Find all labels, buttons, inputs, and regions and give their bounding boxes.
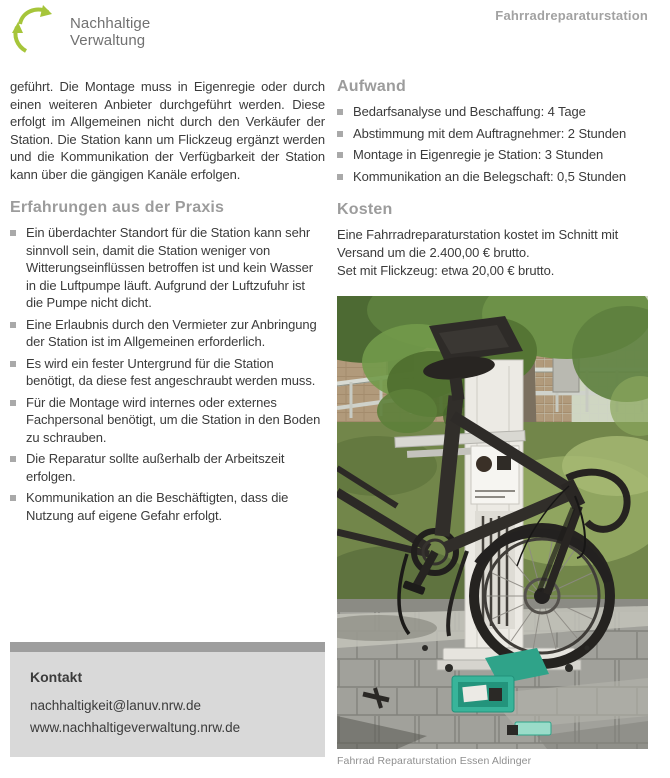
- list-item: [337, 146, 648, 164]
- list-item-text: Abstimmung mit dem Auftragnehmer: 2 Stunden: [353, 125, 627, 141]
- photo-caption: Fahrrad Reparaturstation Essen Aldinger: [337, 755, 532, 767]
- photo: [337, 296, 648, 767]
- page-title: Fahrradreparaturstation: [495, 8, 648, 23]
- bullet-icon: [10, 230, 16, 236]
- list-item: [337, 125, 648, 143]
- intro-paragraph: geführt. Die Montage muss in Eigenregie oder durch einen weiteren Anbieter durchgeführt werden. Diese erfolgt im Allgemeinen nicht durch den Verkäufer der Station. Die Station kann um Flickzeug ergänzt werden und die Kommunikation der Verfügbarkeit der Station kann über die gängigen Kanäle erfolgen.: [10, 79, 325, 182]
- page-header: [0, 0, 670, 78]
- list-item-text: Kommunikation an die Belegschaft: 0,5 Stunden: [353, 168, 627, 184]
- kosten-text-2: Set mit Flickzeug: etwa 20,00 € brutto.: [337, 263, 555, 278]
- kontakt-top-bar: [10, 642, 325, 652]
- list-item-text: Es wird ein fester Untergrund für die Station benötigt, da diese fest angeschraubt werden muss.: [26, 355, 316, 388]
- aufwand-heading: Aufwand: [337, 78, 406, 95]
- bullet-icon: [337, 131, 343, 137]
- logo-text: [70, 15, 150, 49]
- experiences-list: [10, 224, 325, 528]
- kosten-heading: Kosten: [337, 201, 393, 218]
- station-photo-illustration: [337, 296, 648, 749]
- list-item-text: Ein überdachter Standort für die Station kann sehr sinnvoll sein, damit die Station weniger von Witterungseinflüssen betroffen ist und kein Wasser in die Luftpumpe läuft. Aufgrund der Luftzufuhr ist die Pumpe nicht dicht.: [26, 225, 313, 310]
- list-item: [337, 168, 648, 186]
- list-item: [10, 450, 325, 485]
- right-column: [337, 78, 648, 767]
- list-item: [10, 394, 325, 447]
- kontakt-box: [10, 652, 325, 757]
- logo-line-2: Verwaltung: [70, 31, 146, 49]
- bullet-icon: [337, 174, 343, 180]
- logo: [10, 2, 150, 61]
- recycle-arrows-icon: [10, 2, 66, 61]
- kontakt-website: www.nachhaltigeverwaltung.nrw.de: [30, 720, 241, 735]
- list-item: [10, 224, 325, 312]
- content-columns: [0, 78, 670, 767]
- bullet-icon: [337, 152, 343, 158]
- experiences-heading: Erfahrungen aus der Praxis: [10, 199, 225, 216]
- bullet-icon: [10, 400, 16, 406]
- kontakt-section: [10, 642, 325, 757]
- bullet-icon: [10, 495, 16, 501]
- list-item: [337, 103, 648, 121]
- bullet-icon: [337, 109, 343, 115]
- kosten-text-1: Eine Fahrradreparaturstation kostet im Schnitt mit Versand um die 2.400,00 € brutto.: [337, 227, 619, 260]
- list-item-text: Für die Montage wird internes oder externes Fachpersonal benötigt, um die Station in den Boden zu schrauben.: [26, 394, 321, 445]
- list-item: [10, 489, 325, 524]
- list-item-text: Die Reparatur sollte außerhalb der Arbeitszeit erfolgen.: [26, 451, 285, 484]
- list-item: [10, 316, 325, 351]
- list-item-text: Bedarfsanalyse und Beschaffung: 4 Tage: [353, 104, 586, 119]
- bullet-icon: [10, 322, 16, 328]
- left-column: [10, 78, 325, 757]
- list-item-text: Montage in Eigenregie je Station: 3 Stunden: [353, 147, 604, 162]
- list-item: [10, 355, 325, 390]
- bullet-icon: [10, 361, 16, 367]
- aufwand-list: [337, 103, 648, 185]
- kontakt-email: nachhaltigkeit@lanuv.nrw.de: [30, 698, 202, 713]
- list-item-text: Eine Erlaubnis durch den Vermieter zur Anbringung der Station ist im Allgemeinen erforderlich.: [26, 316, 317, 349]
- bullet-icon: [10, 456, 16, 462]
- logo-line-1: Nachhaltige: [70, 14, 151, 32]
- list-item-text: Kommunikation an die Beschäftigten, dass die Nutzung auf eigene Gefahr erfolgt.: [26, 490, 289, 523]
- kontakt-title: Kontakt: [30, 669, 83, 685]
